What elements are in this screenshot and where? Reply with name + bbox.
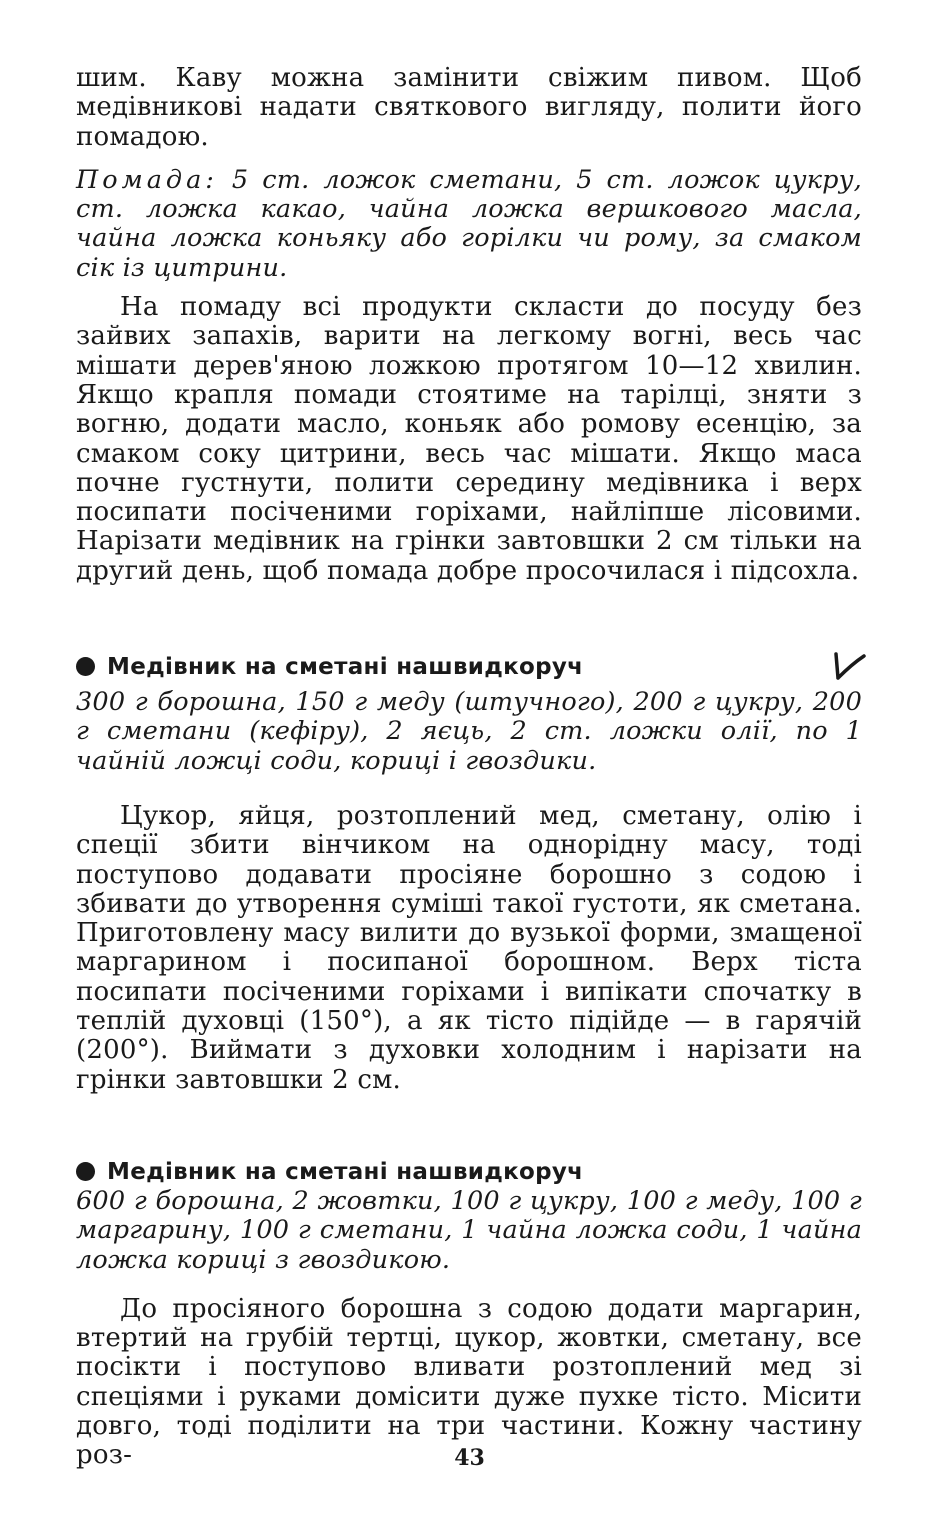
recipe2-heading [76,1157,862,1187]
spacer [76,1275,862,1295]
bullet-icon [76,657,95,676]
intro-paragraph: шим. Каву можна замінити свіжим пивом. Щоб медівникові надати святкового вигляду, полити його помадою. [76,63,862,152]
pomade-label: Помада: [76,164,218,195]
recipe1-title: Медівник на сметані нашвидкоруч [107,654,584,681]
bullet-icon [76,1162,95,1181]
recipe1-heading [76,652,862,682]
recipe1-instructions: Цукор, яйця, розтоплений мед, сметану, олію і спеції збити вінчиком на однорідну масу, тоді поступово додавати просіяне борошно з содою і збивати до утворення суміші такої густоти, як сметана. Приготовлену масу вилити до вузької форми, змащеної маргарином і посипаної борошном. Верх тіста посипати посіченими горіхами і випікати спочатку в теплій духовці (150°), а як тісто підійде — в гарячій (200°). Виймати з духовки холодним і нарізати на грінки завтовшки 2 см. [76,800,862,1095]
pomade-instructions: На помаду всі продукти скласти до посуду без зайвих запахів, варити на легкому вогні, весь час мішати дерев'яною ложкою протягом 10—12 хвилин. Якщо крапля помади стоятиме на тарілці, зняти з вогню, додати масло, коньяк або ромову есенцію, за смаком соку цитрини, весь час мішати. Якщо маса почне густнути, полити середину медівника і верх посипати посіченими горіхами, найліпше лісовими. Нарізати медівник на грінки завтовшки 2 см тільки на другий день, щоб помада добре просочилася і підсохла. [76,292,862,586]
recipe2-instructions: До просіяного борошна з содою додати маргарин, втертий на грубій тертці, цукор, жовтки, сметану, все посікти і поступово вливати розтоплений мед зі спеціями і руками домісити дуже пухке тісто. Місити довго, тоді поділити на три частини. Кожну частину роз- [76,1293,862,1471]
recipe1-ingredients: 300 г борошна, 150 г меду (штучного), 200 г цукру, 200 г сметани (кефіру), 2 яєць, 2 ст. ложки олії, по 1 чайній ложці соди, кориці і гвоздики. [76,687,862,776]
pomade-ingredients [76,166,862,283]
recipe2-ingredients: 600 г борошна, 2 жовтки, 100 г цукру, 100 г меду, 100 г маргарину, 100 г сметани, 1 чайна ложка соди, 1 чайна ложка кориці з гвоздикою. [76,1185,862,1275]
recipe2-title: Медівник на сметані нашвидкоруч [107,1158,584,1185]
spacer [76,586,862,652]
page-number: 43 [454,1445,485,1471]
spacer [76,1095,862,1157]
spacer [76,776,862,802]
check-mark-icon [830,648,870,684]
pomade-ingredients-text: 5 ст. ложок сметани, 5 ст. ложок цукру, ст. ложка какао, чайна ложка вершкового масла, чайна ложка коньяку або горілки чи рому, за смаком сік із цитрини. [76,164,862,283]
spacer [76,152,862,166]
document-page [76,64,862,1471]
